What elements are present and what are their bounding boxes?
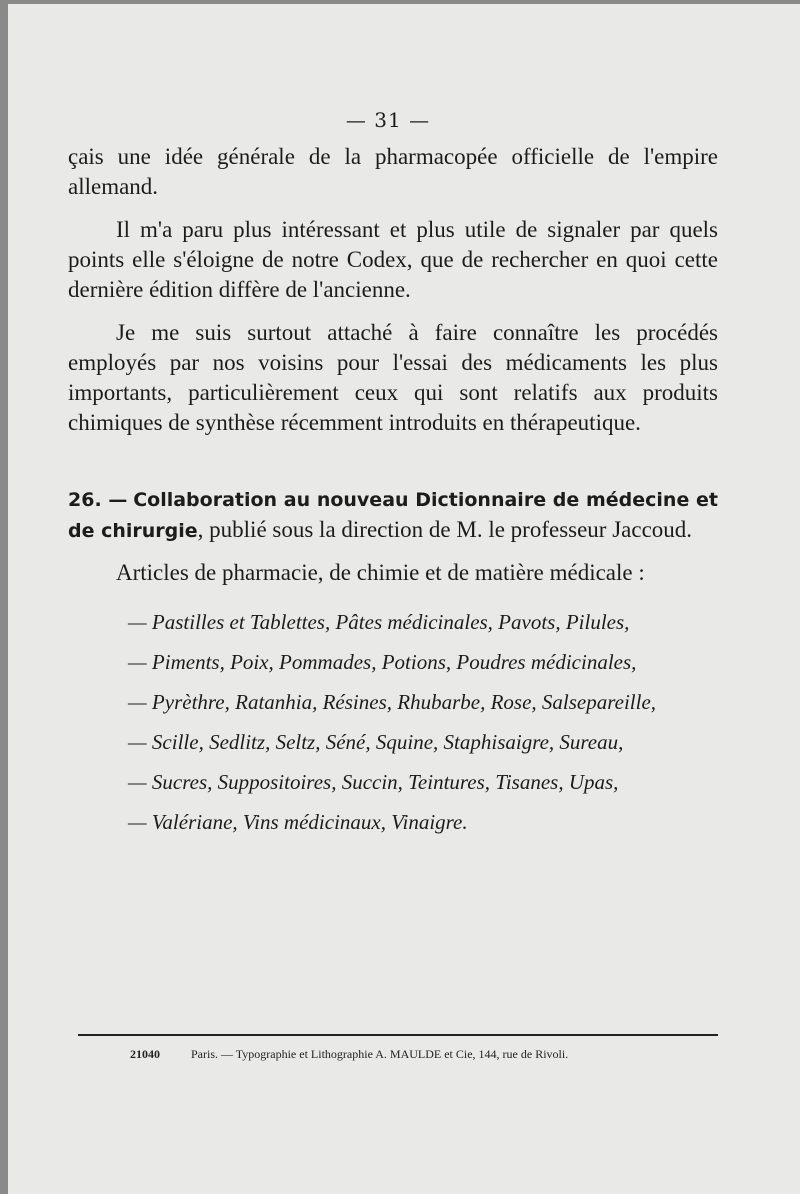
entry-26 [68, 484, 718, 546]
document-page [8, 4, 800, 1194]
article-line: — Pastilles et Tablettes, Pâtes médicinales, Pavots, Pilules, [128, 610, 630, 634]
articles-intro: Articles de pharmacie, de chimie et de matière médicale : [116, 560, 645, 585]
article-list [68, 602, 718, 842]
print-code: 21040 [130, 1047, 160, 1061]
article-line: — Valériane, Vins médicinaux, Vinaigre. [128, 810, 468, 834]
paragraph-continuation: çais une idée générale de la pharmacopée officielle de l'empire allemand. [68, 144, 718, 199]
printer-imprint: Paris. — Typographie et Lithographie A. MAULDE et Cie, 144, rue de Rivoli. [191, 1047, 569, 1061]
article-line: — Pyrèthre, Ratanhia, Résines, Rhubarbe, Rose, Salsepareille, [128, 690, 657, 714]
article-line: — Scille, Sedlitz, Seltz, Séné, Squine, Staphisaigre, Sureau, [128, 730, 624, 754]
entry-title-rest: , publié sous la direction de M. le professeur Jaccoud. [197, 517, 693, 542]
entry-number: 26. — [68, 489, 128, 511]
article-line: — Sucres, Suppositoires, Succin, Teintures, Tisanes, Upas, [128, 770, 619, 794]
page-number: — 31 — [345, 108, 431, 132]
article-line: — Piments, Poix, Pommades, Potions, Poudres médicinales, [128, 650, 637, 674]
paragraph: Il m'a paru plus intéressant et plus utile de signaler par quels points elle s'éloigne de notre Codex, que de rechercher en quoi cette dernière édition diffère de l'ancienne. [68, 217, 718, 302]
footer-rule [78, 1034, 718, 1036]
body-text [68, 142, 718, 842]
printer-footer [130, 1047, 730, 1062]
entry-title: Collaboration au nouveau Dictionnaire de médecine et de chirurgie [68, 489, 718, 542]
paragraph: Je me suis surtout attaché à faire connaître les procédés employés par nos voisins pour l'essai des médicaments les plus importants, particulièrement ceux qui sont relatifs aux produits chimiques de synthèse récemment introduits en thérapeutique. [68, 320, 718, 435]
